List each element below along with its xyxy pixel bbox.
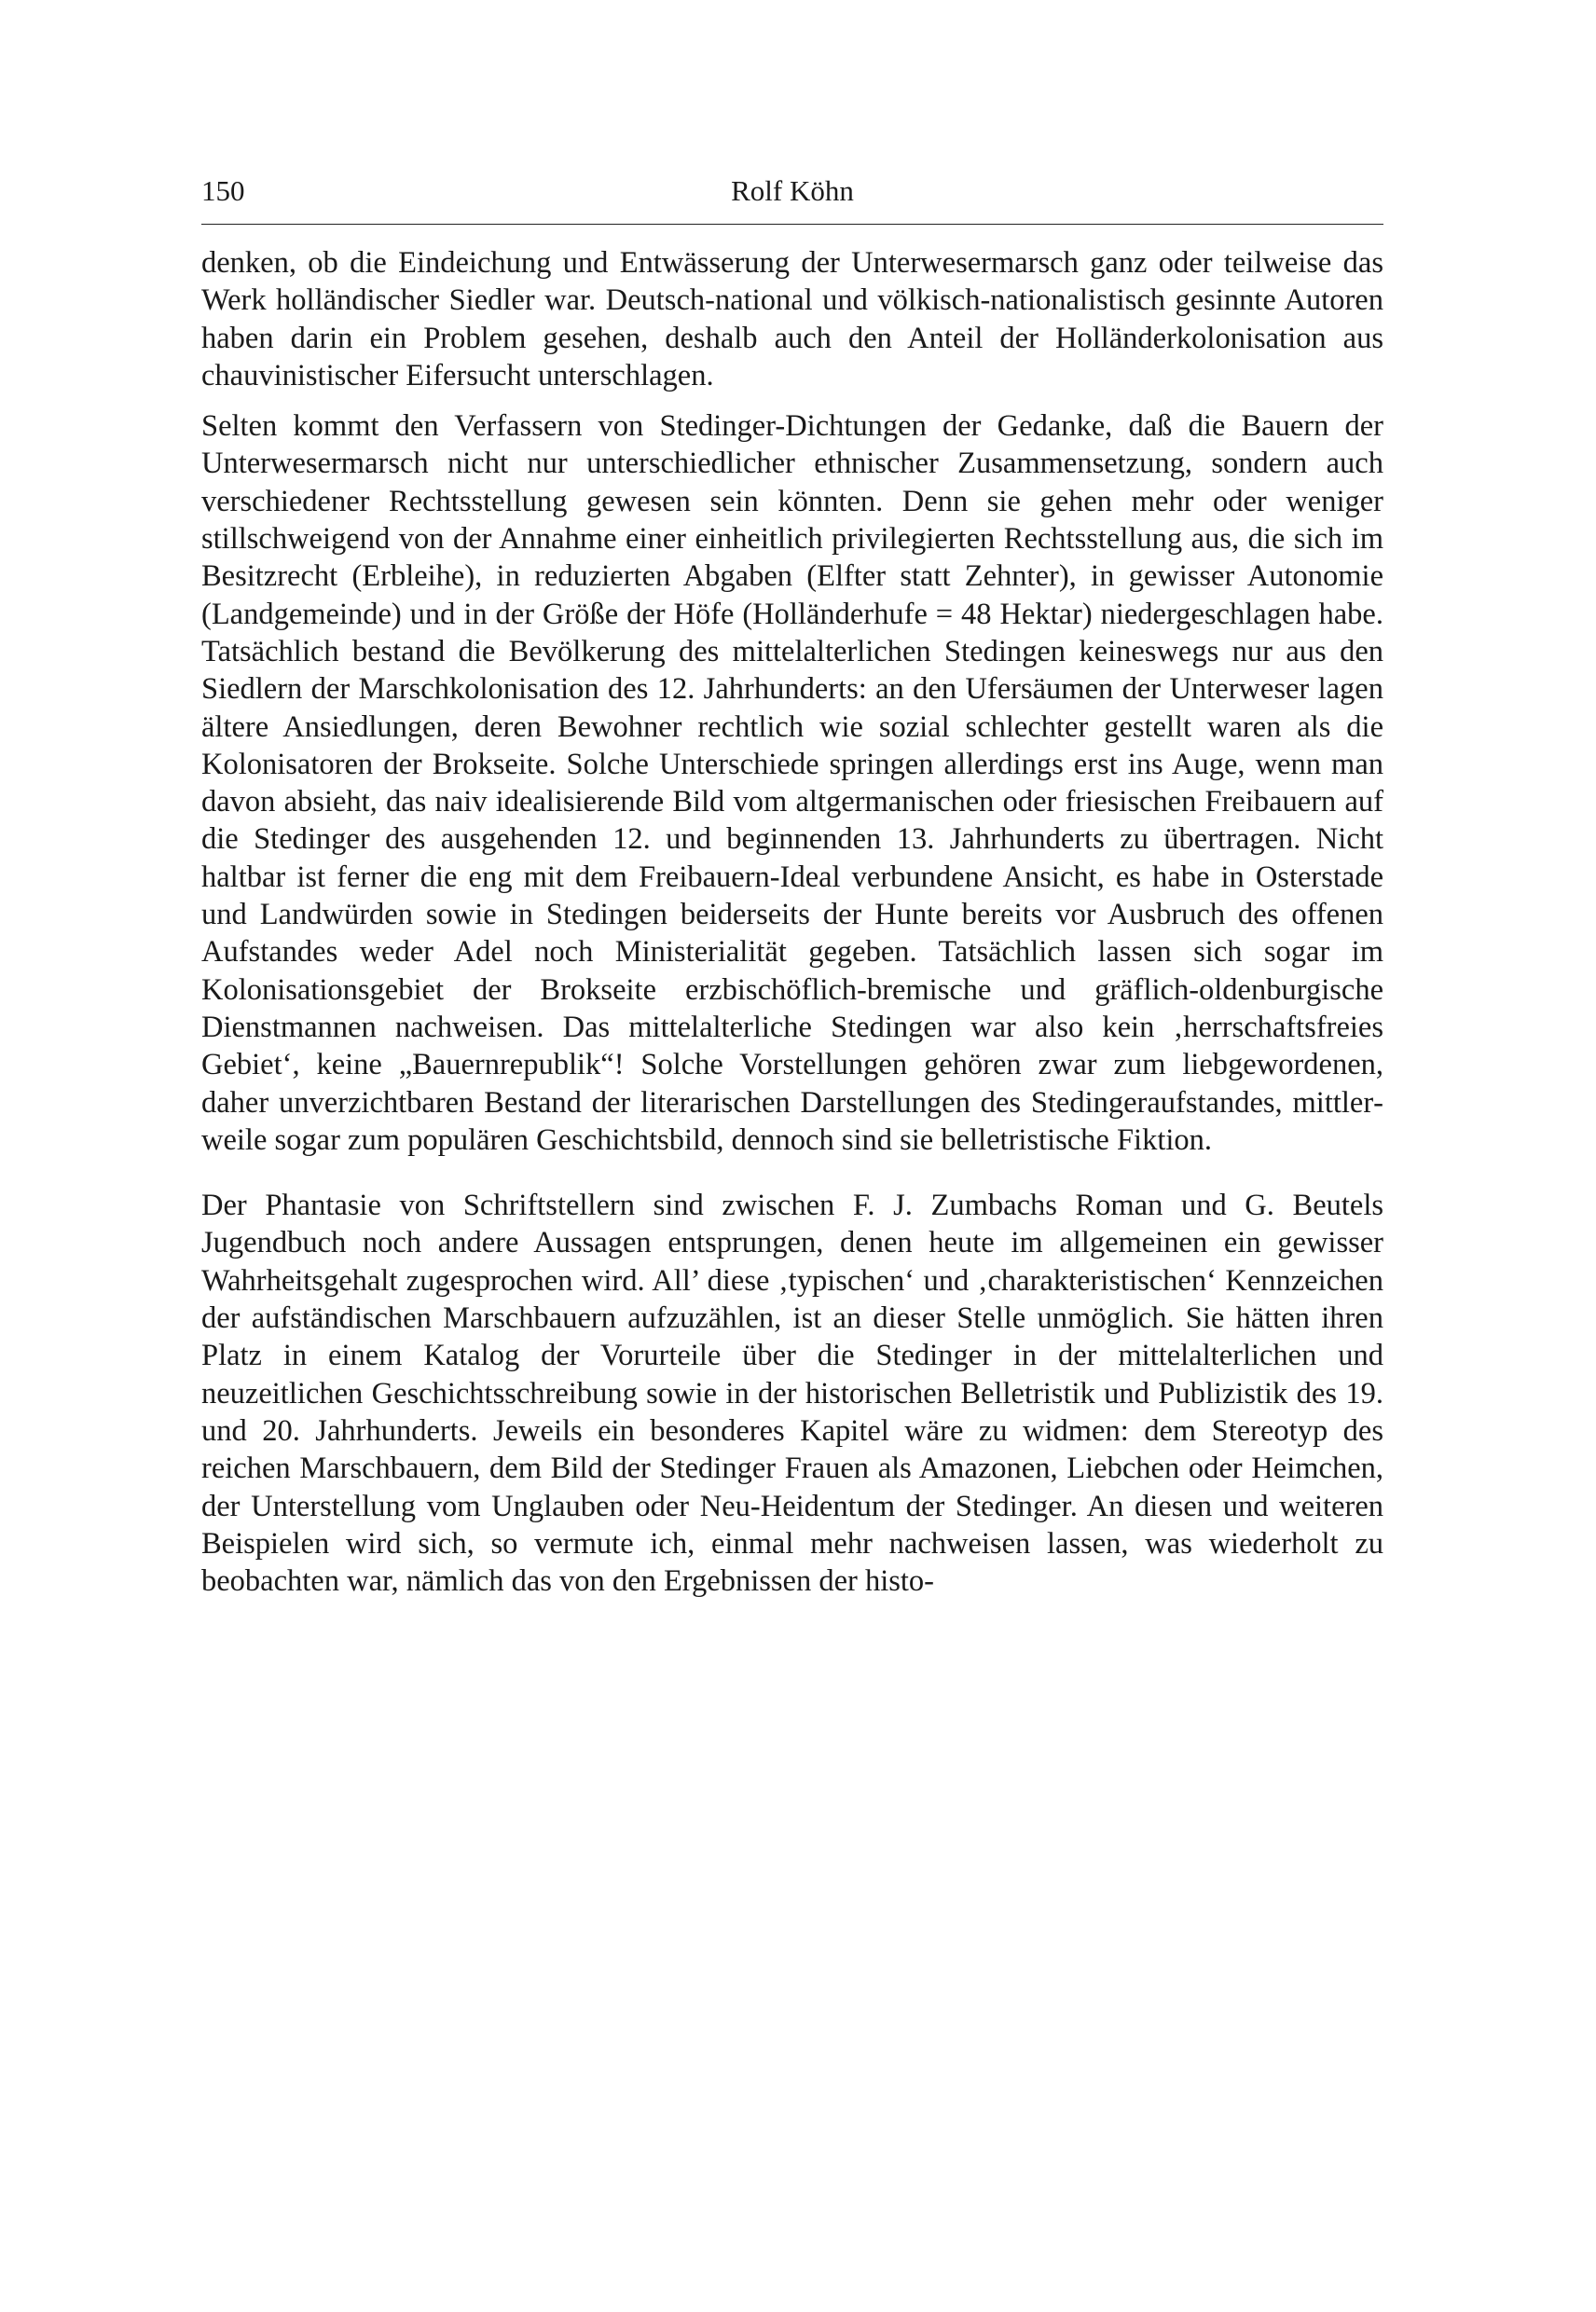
page-number: 150 bbox=[201, 174, 245, 207]
body-text bbox=[201, 244, 1383, 1600]
running-head bbox=[201, 168, 1383, 214]
paragraph: Der Phantasie von Schriftstellern sind zwischen F. J. Zumbachs Roman und G. Beutels Jugendbuch noch andere Aussagen entsprungen, denen heute im allgemeinen ein gewisser Wahrheitsgehalt zugesprochen wird. All’ diese ‚typischen‘ und ‚charakteristischen‘ Kennzeichen der aufständischen Marschbauern aufzuzählen, ist an dieser Stelle unmöglich. Sie hätten ihren Platz in einem Katalog der Vorurteile über die Stedinger in der mittelalterlichen und neuzeitlichen Geschichtsschreibung sowie in der historischen Belletristik und Publizistik des 19. und 20. Jahrhunderts. Jeweils ein besonderes Kapitel wäre zu widmen: dem Stereotyp des reichen Marschbauern, dem Bild der Stedinger Frauen als Amazonen, Liebchen oder Heimchen, der Unterstellung vom Unglauben oder Neu-Heidentum der Stedinger. An diesen und weiteren Beispielen wird sich, so vermute ich, einmal mehr nachweisen lassen, was wiederholt zu beobachten war, nämlich das von den Ergebnissen der histo- bbox=[201, 1189, 1383, 1599]
book-page bbox=[201, 0, 1383, 2312]
header-rule bbox=[201, 224, 1383, 225]
paragraph: denken, ob die Eindeichung und Entwässerung der Unterwesermarsch ganz oder teilweise das Werk holländischer Siedler war. Deutsch-national und völkisch-nationalistisch gesinnte Autoren haben darin ein Problem gesehen, deshalb auch den Anteil der Holländerkolonisation aus chauvinistischer Eifersucht unterschlagen. bbox=[201, 246, 1383, 392]
running-title: Rolf Köhn bbox=[731, 174, 854, 207]
paragraph: Selten kommt den Verfassern von Stedinger-Dichtungen der Gedanke, daß die Bauern der Unterwesermarsch nicht nur unterschiedlicher ethnischer Zusammensetzung, sondern auch verschiedener Rechtsstellung gewesen sein könnten. Denn sie gehen mehr oder weniger stillschweigend von der Annahme einer einheitlich privilegierten Rechtsstellung aus, die sich im Besitzrecht (Erbleihe), in reduzierten Abgaben (Elfter statt Zehnter), in gewisser Autonomie (Landgemeinde) und in der Größe der Höfe (Holländerhufe = 48 Hektar) niedergeschlagen habe. Tatsächlich bestand die Bevölkerung des mittelalterlichen Stedingen keineswegs nur aus den Siedlern der Marschkolonisation des 12. Jahrhunderts: an den Ufersäumen der Unterweser lagen ältere Ansiedlungen, deren Bewohner rechtlich wie sozial schlechter gestellt waren als die Kolonisatoren der Brokseite. Solche Unterschiede springen allerdings erst ins Auge, wenn man davon absieht, das naiv idealisierende Bild vom altgermanischen oder friesischen Freibauern auf die Stedinger des ausgehenden 12. und beginnenden 13. Jahrhunderts zu übertragen. Nicht haltbar ist ferner die eng mit dem Freibauern-Ideal verbundene Ansicht, es habe in Osterstade und Landwürden sowie in Stedingen beiderseits der Hunte bereits vor Ausbruch des offenen Aufstandes weder Adel noch Ministerialität gegeben. Tatsächlich lassen sich sogar im Kolonisationsgebiet der Brokseite erzbischöflich-bremische und gräflich-oldenburgische Dienstmannen nachweisen. Das mittelalterliche Stedingen war also kein ‚herrschaftsfreies Gebiet‘, keine „Bauernrepublik“! Solche Vorstellungen gehören zwar zum liebgewordenen, daher unverzichtbaren Bestand der literarischen Darstellungen des Stedingeraufstandes, mittlerweile sogar zum populären Geschichtsbild, dennoch sind sie belletristische Fiktion. bbox=[201, 409, 1383, 1157]
